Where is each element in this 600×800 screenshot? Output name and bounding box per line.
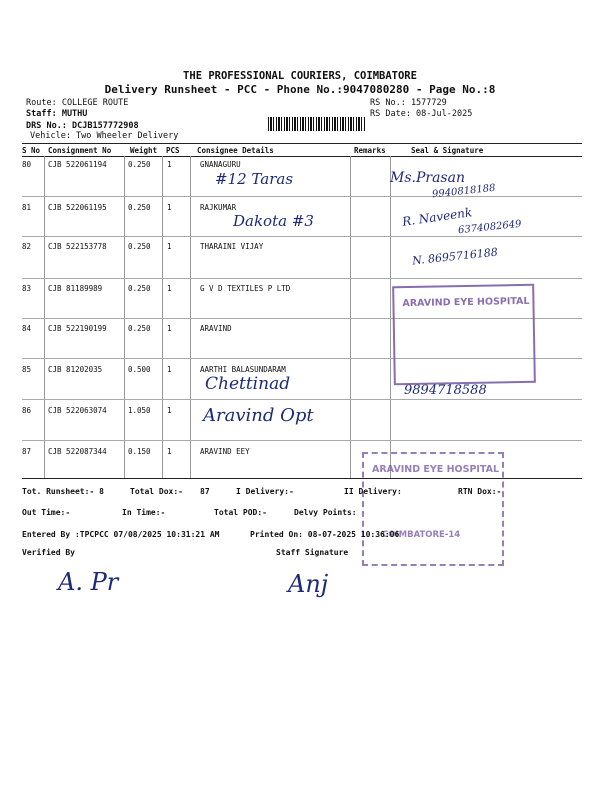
col-pcs: PCS <box>166 146 180 155</box>
cell-pcs: 1 <box>167 160 172 169</box>
cell-consignment: CJB 522087344 <box>48 447 107 456</box>
cell-sno: 85 <box>22 365 32 374</box>
verifier-signature: A. Pr <box>58 568 119 596</box>
col-seal-signature: Seal & Signature <box>411 146 484 155</box>
col-divider <box>190 156 191 478</box>
total-dox-label: Total Dox:- <box>130 487 183 496</box>
row-divider <box>22 399 582 400</box>
cell-pcs: 1 <box>167 324 172 333</box>
printed-on: Printed On: 08-07-2025 10:36:06 <box>250 530 400 539</box>
col-divider <box>162 156 163 478</box>
cell-sno: 81 <box>22 203 32 212</box>
staff-label: Staff: MUTHU <box>26 109 88 119</box>
cell-pcs: 1 <box>167 365 172 374</box>
cell-sno: 80 <box>22 160 32 169</box>
col-divider <box>44 156 45 478</box>
hospital-stamp <box>392 284 536 385</box>
cell-sno: 84 <box>22 324 32 333</box>
stamp-text: ARAVIND EYE HOSPITAL <box>402 295 530 310</box>
cell-sno: 83 <box>22 284 32 293</box>
cell-consignment: CJB 522063074 <box>48 406 107 415</box>
col-remarks: Remarks <box>354 146 386 155</box>
signature-phone: 6374082649 <box>457 218 523 237</box>
cell-consignment: CJB 522061194 <box>48 160 107 169</box>
company-title: THE PROFESSIONAL COURIERS, COIMBATORE <box>183 70 417 82</box>
cell-consignment: CJB 81189989 <box>48 284 103 293</box>
row-divider <box>22 196 582 197</box>
cell-weight: 0.250 <box>128 242 151 251</box>
cell-weight: 0.250 <box>128 160 151 169</box>
handwritten-note: #12 Taras <box>215 170 294 188</box>
table-header-rule <box>22 156 582 157</box>
cell-pcs: 1 <box>167 242 172 251</box>
stamp-text: ARAVIND EYE HOSPITAL <box>372 464 500 475</box>
ii-delivery: II Delivery: <box>344 487 402 496</box>
cell-pcs: 1 <box>167 284 172 293</box>
cell-weight: 0.250 <box>128 284 151 293</box>
rs-number: RS No.: 1577729 <box>370 98 447 108</box>
cell-sno: 82 <box>22 242 32 251</box>
table-top-rule <box>22 143 582 144</box>
vehicle-label: Vehicle: Two Wheeler Delivery <box>30 131 179 141</box>
cell-pcs: 1 <box>167 447 172 456</box>
col-sno: S No <box>22 146 41 155</box>
verified-by: Verified By <box>22 548 75 557</box>
barcode <box>268 117 366 131</box>
total-pod: Total POD:- <box>214 508 267 517</box>
cell-weight: 1.050 <box>128 406 151 415</box>
signature-phone: N. 8695716188 <box>411 245 499 268</box>
col-divider <box>124 156 125 478</box>
staff-signature: Anj <box>288 570 329 598</box>
cell-consignee: ARAVIND <box>200 324 232 333</box>
cell-consignee: THARAINI VIJAY <box>200 242 264 251</box>
cell-weight: 0.250 <box>128 203 151 212</box>
col-weight: Weight <box>130 146 158 155</box>
row-divider <box>22 440 582 441</box>
signature: Ms.Prasan <box>390 170 465 186</box>
cell-sno: 86 <box>22 406 32 415</box>
cell-sno: 87 <box>22 447 32 456</box>
i-delivery: I Delivery:- <box>236 487 294 496</box>
cell-consignment: CJB 522153778 <box>48 242 107 251</box>
cell-weight: 0.250 <box>128 324 151 333</box>
cell-consignee: RAJKUMAR <box>200 203 237 212</box>
cell-consignee: G V D TEXTILES P LTD <box>200 284 291 293</box>
col-consignment: Consignment No <box>48 146 112 155</box>
route-label: Route: COLLEGE ROUTE <box>26 98 129 108</box>
cell-consignment: CJB 81202035 <box>48 365 103 374</box>
cell-pcs: 1 <box>167 203 172 212</box>
cell-consignee: AARTHI BALASUNDARAM <box>200 365 286 374</box>
col-consignee: Consignee Details <box>197 146 274 155</box>
rtn-dox: RTN Dox:- <box>458 487 502 496</box>
rs-date: RS Date: 08-Jul-2025 <box>370 109 473 119</box>
signature: R. Naveenk <box>401 205 473 229</box>
out-time: Out Time:- <box>22 508 71 517</box>
handwritten-note: Dakota #3 <box>233 212 314 230</box>
drs-number: DRS No.: DCJB157772908 <box>26 121 139 131</box>
in-time: In Time:- <box>122 508 166 517</box>
total-dox-value: 87 <box>200 487 210 496</box>
cell-weight: 0.500 <box>128 365 151 374</box>
handwritten-note: Chettinad <box>205 374 291 394</box>
runsheet-subtitle: Delivery Runsheet - PCC - Phone No.:9047080280 - Page No.:8 <box>104 83 496 96</box>
cell-consignee: ARAVIND EEY <box>200 447 250 456</box>
handwritten-note: Aravind Opt <box>203 405 314 426</box>
cell-pcs: 1 <box>167 406 172 415</box>
tot-runsheet: Tot. Runsheet:- 8 <box>22 487 104 496</box>
col-divider <box>390 156 391 478</box>
cell-consignee: GNANAGURU <box>200 160 241 169</box>
col-divider <box>350 156 351 478</box>
entered-by: Entered By :TPCPCC 07/08/2025 10:31:21 AM <box>22 530 220 539</box>
row-divider <box>22 236 582 237</box>
staff-signature-label: Staff Signature <box>276 548 349 557</box>
signature-phone: 9894718588 <box>404 383 487 398</box>
stamp-city: COIMBATORE-14 <box>382 530 461 540</box>
cell-weight: 0.150 <box>128 447 151 456</box>
row-divider <box>22 278 582 279</box>
hospital-stamp <box>362 452 504 566</box>
delvy-points: Delvy Points: <box>294 508 357 517</box>
signature-phone: 9940818188 <box>431 182 497 201</box>
cell-consignment: CJB 522061195 <box>48 203 107 212</box>
cell-consignment: CJB 522190199 <box>48 324 107 333</box>
